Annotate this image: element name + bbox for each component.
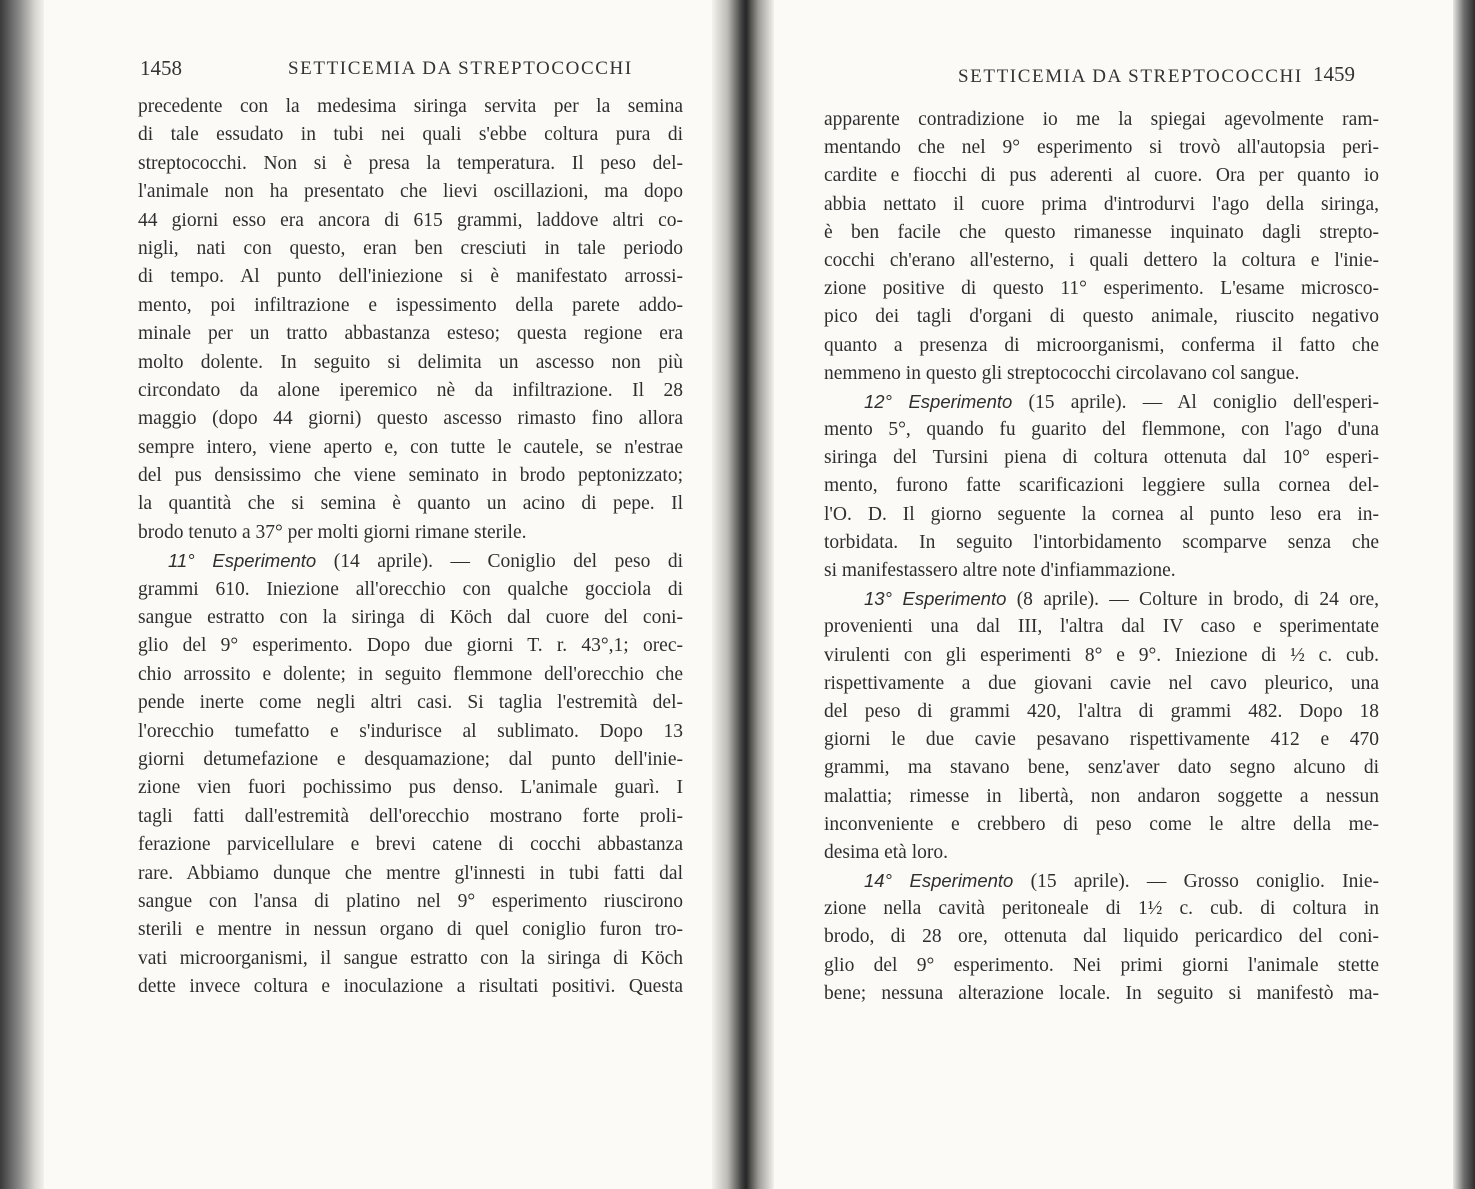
- text-line: è ben facile che questo rimanesse inquinato dagli strepto-: [824, 221, 1379, 243]
- text-line: pico dei tagli d'organi di questo animale, riuscito negativo: [824, 306, 1379, 328]
- text-line: nemmeno in questo gli streptococchi circolavano col sangue.: [824, 362, 1300, 384]
- experiment-13-text: (8 aprile). — Colture in brodo, di 24 ore,: [1016, 589, 1379, 611]
- experiment-12-label: 12° Esperimento: [864, 390, 1013, 412]
- text-line: abbia nettato il cuore prima d'introdurvi l'ago della siringa,: [824, 193, 1379, 215]
- page-number: 1458: [140, 56, 182, 80]
- text-line: grammi 610. Iniezione all'orecchio con qualche gocciola di: [138, 578, 683, 600]
- text-line: rispettivamente a due giovani cavie nel cavo pleurico, una: [824, 672, 1379, 694]
- text-line: siringa del Tursini piena di coltura ottenuta dal 10° esperi-: [824, 447, 1379, 469]
- left-page: [44, 0, 712, 1189]
- text-line: mento, poi infiltrazione e ispessimento della parete addo-: [138, 294, 683, 316]
- experiment-heading-line: [824, 867, 1379, 895]
- text-line: giorni le due cavie pesavano rispettivamente 412 e 470: [824, 729, 1379, 751]
- experiment-14-text: (15 aprile). — Grosso coniglio. Inie-: [1030, 871, 1379, 893]
- text-line: quanto a presenza di microorganismi, conferma il fatto che: [824, 334, 1379, 356]
- text-line: zione vien fuori pochissimo pus denso. L'animale guarì. I: [138, 777, 683, 799]
- text-line: l'orecchio tumefatto e s'indurisce al sublimato. Dopo 13: [138, 720, 683, 742]
- text-line: dette invece coltura e inoculazione a risultati positivi. Questa: [138, 976, 683, 998]
- experiment-14-label: 14° Esperimento: [864, 870, 1014, 892]
- text-line: brodo tenuto a 37° per molti giorni rimane sterile.: [138, 521, 527, 543]
- body-text: [824, 106, 1379, 1008]
- text-line: giorni detumefazione e desquamazione; dal punto dell'inie-: [138, 748, 683, 770]
- experiment-13-label: 13° Esperimento: [864, 588, 1007, 610]
- running-head: SETTICEMIA DA STREPTOCOCCHI: [288, 58, 633, 79]
- text-line: l'animale non ha presentato che lievi oscillazioni, ma dopo: [138, 181, 683, 203]
- page-number: 1459: [1313, 62, 1355, 86]
- scan-edge-right: [1453, 0, 1475, 1189]
- experiment-heading-line: [138, 547, 683, 575]
- right-page: [774, 0, 1453, 1189]
- text-line: 44 giorni esso era ancora di 615 grammi, laddove altri co-: [138, 209, 683, 231]
- running-head: SETTICEMIA DA STREPTOCOCCHI: [958, 66, 1303, 87]
- body-text: [138, 93, 683, 1002]
- text-line: zione positive di questo 11° esperimento. L'esame microsco-: [824, 278, 1379, 300]
- experiment-heading-line: [824, 585, 1379, 613]
- text-line: bene; nessuna alterazione locale. In seguito si manifestò ma-: [824, 982, 1379, 1004]
- text-line: di tale essudato in tubi nei quali s'ebbe coltura pura di: [138, 124, 683, 146]
- text-line: si manifestassero altre note d'infiammazione.: [824, 560, 1176, 581]
- text-line: del peso di grammi 420, l'altra di grammi 482. Dopo 18: [824, 700, 1379, 722]
- text-line: desima età loro.: [824, 841, 948, 863]
- text-line: malattia; rimesse in libertà, non andaron soggette a nessun: [824, 785, 1379, 807]
- text-line: tagli fatti dall'estremità dell'orecchio mostrano forte proli-: [138, 805, 683, 827]
- text-line: precedente con la medesima siringa servita per la semina: [138, 96, 683, 117]
- text-line: provenienti una dal III, l'altra dal IV caso e sperimentate: [824, 616, 1379, 638]
- text-line: sangue con l'ansa di platino nel 9° esperimento riuscirono: [138, 890, 683, 912]
- text-line: sterili e mentre in nessun organo di quel coniglio furon tro-: [138, 919, 683, 941]
- text-line: virulenti con gli esperimenti 8° e 9°. Iniezione di ½ c. cub.: [824, 644, 1379, 666]
- text-line: inconveniente e crebbero di peso come le altre della me-: [824, 813, 1379, 835]
- text-line: la quantità che si semina è quanto un acino di pepe. Il: [138, 493, 683, 515]
- text-line: minale per un tratto abbastanza esteso; questa regione era: [138, 323, 683, 345]
- text-line: grammi, ma stavano bene, senz'aver dato segno alcuno di: [824, 757, 1379, 779]
- text-line: streptococchi. Non si è presa la temperatura. Il peso del-: [138, 152, 683, 174]
- text-line: torbidata. In seguito l'intorbidamento scomparve senza che: [824, 531, 1379, 553]
- experiment-heading-line: [824, 388, 1379, 416]
- text-line: zione nella cavità peritoneale di 1½ c. cub. di coltura in: [824, 898, 1379, 920]
- book-gutter: [712, 0, 774, 1189]
- text-line: di tempo. Al punto dell'iniezione si è manifestato arrossi-: [138, 266, 683, 288]
- text-line: l'O. D. Il giorno seguente la cornea al punto leso era in-: [824, 503, 1379, 525]
- text-line: pende inerte come negli altri casi. Si taglia l'estremità del-: [138, 692, 683, 714]
- text-line: sempre intero, viene aperto e, con tutte le cautele, se n'estrae: [138, 436, 683, 458]
- text-line: cocchi ch'erano all'esterno, i quali dettero la coltura e l'inie-: [824, 249, 1379, 271]
- text-line: chio arrossito e dolente; in seguito flemmone dell'orecchio che: [138, 663, 683, 685]
- experiment-12-text: (15 aprile). — Al coniglio dell'esperi-: [1028, 391, 1379, 413]
- scan-edge-left: [0, 0, 44, 1189]
- text-line: mentando che nel 9° esperimento si trovò all'autopsia peri-: [824, 137, 1379, 159]
- text-line: apparente contradizione io me la spiegai agevolmente ram-: [824, 109, 1379, 130]
- text-line: sangue estratto con la siringa di Köch dal cuore del coni-: [138, 607, 683, 629]
- experiment-11-text: (14 aprile). — Coniglio del peso di: [333, 551, 683, 573]
- text-line: mento 5°, quando fu guarito del flemmone, con l'ago d'una: [824, 419, 1379, 441]
- text-line: brodo, di 28 ore, ottenuta dal liquido pericardico del coni-: [824, 926, 1379, 948]
- text-line: mento, furono fatte scarificazioni leggiere sulla cornea del-: [824, 475, 1379, 497]
- text-line: nigli, nati con questo, eran ben cresciuti in tale periodo: [138, 237, 683, 259]
- text-line: cardite e fiocchi di pus aderenti al cuore. Ora per quanto io: [824, 165, 1379, 187]
- text-line: ferazione parvicellulare e brevi catene di cocchi abbastanza: [138, 834, 683, 856]
- text-line: circondato da alone iperemico nè da infiltrazione. Il 28: [138, 379, 683, 401]
- text-line: maggio (dopo 44 giorni) questo ascesso rimasto fino allora: [138, 408, 683, 430]
- text-line: glio del 9° esperimento. Nei primi giorni l'animale stette: [824, 954, 1379, 976]
- text-line: vati microorganismi, il sangue estratto con la siringa di Köch: [138, 947, 683, 969]
- text-line: molto dolente. In seguito si delimita un ascesso non più: [138, 351, 683, 373]
- text-line: rare. Abbiamo dunque che mentre gl'innesti in tubi fatti dal: [138, 862, 683, 884]
- text-line: del pus densissimo che viene seminato in brodo peptonizzato;: [138, 465, 683, 487]
- experiment-11-label: 11° Esperimento: [168, 550, 317, 572]
- text-line: glio del 9° esperimento. Dopo due giorni T. r. 43°,1; orec-: [138, 635, 683, 657]
